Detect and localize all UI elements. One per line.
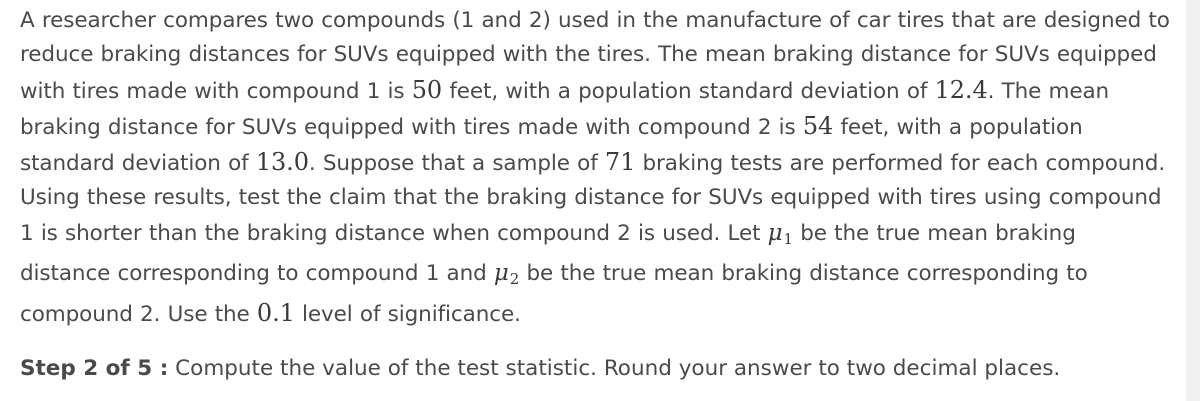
problem-text-sample-lead: . Suppose that a sample of	[308, 151, 605, 177]
problem-text-compound-2: . The mean braking distance for SUVs equipped with tires made with compound 2 is	[20, 78, 1110, 140]
problem-statement	[20, 4, 1172, 333]
step-label: Step 2 of 5 :	[20, 356, 169, 381]
mean-compound-2: 54	[802, 111, 834, 140]
sd-compound-1: 12.4	[934, 75, 988, 104]
problem-container	[20, 4, 1172, 381]
sample-size: 71	[604, 148, 636, 177]
problem-text-intro: A researcher compares two compounds (1 and 2) used in the manufacture of car tires that are designed to reduce braking distances for SUVs equipped with the tires. The mean braking distance for SUVs equipped with tires made with compound 1 is	[20, 8, 1170, 104]
mu-symbol-1: μ	[767, 219, 783, 246]
scrollbar-track[interactable]	[1186, 0, 1200, 401]
step-instruction: Compute the value of the test statistic. Round your answer to two decimal places.	[175, 356, 1061, 381]
problem-text-mu2-def: be the true mean braking distance corresponding to compound 2. Use the	[20, 261, 1088, 328]
problem-text-end: level of significance.	[294, 302, 521, 328]
problem-text-sd2-lead: feet, with a population standard deviation of	[20, 114, 1083, 177]
problem-text-mu1-def: be the true mean braking distance corresponding to compound 1 and	[20, 220, 1076, 287]
mean-compound-1: 50	[411, 75, 443, 104]
step-instruction-line	[20, 352, 1060, 386]
problem-text-claim: braking tests are performed for each compound. Using these results, test the claim that the braking distance for SUVs equipped with tires using compound 1 is shorter than the braking distance when compound 2 is used. Let	[20, 151, 1166, 246]
significance-level: 0.1	[256, 299, 295, 328]
sd-compound-2: 13.0	[255, 148, 309, 177]
mu-2-subscript: 2	[509, 270, 520, 289]
problem-text-sd1-lead: feet, with a population standard deviation of	[442, 78, 935, 104]
mu-symbol-2: μ	[493, 260, 509, 287]
mu-1-subscript: 1	[783, 229, 793, 248]
